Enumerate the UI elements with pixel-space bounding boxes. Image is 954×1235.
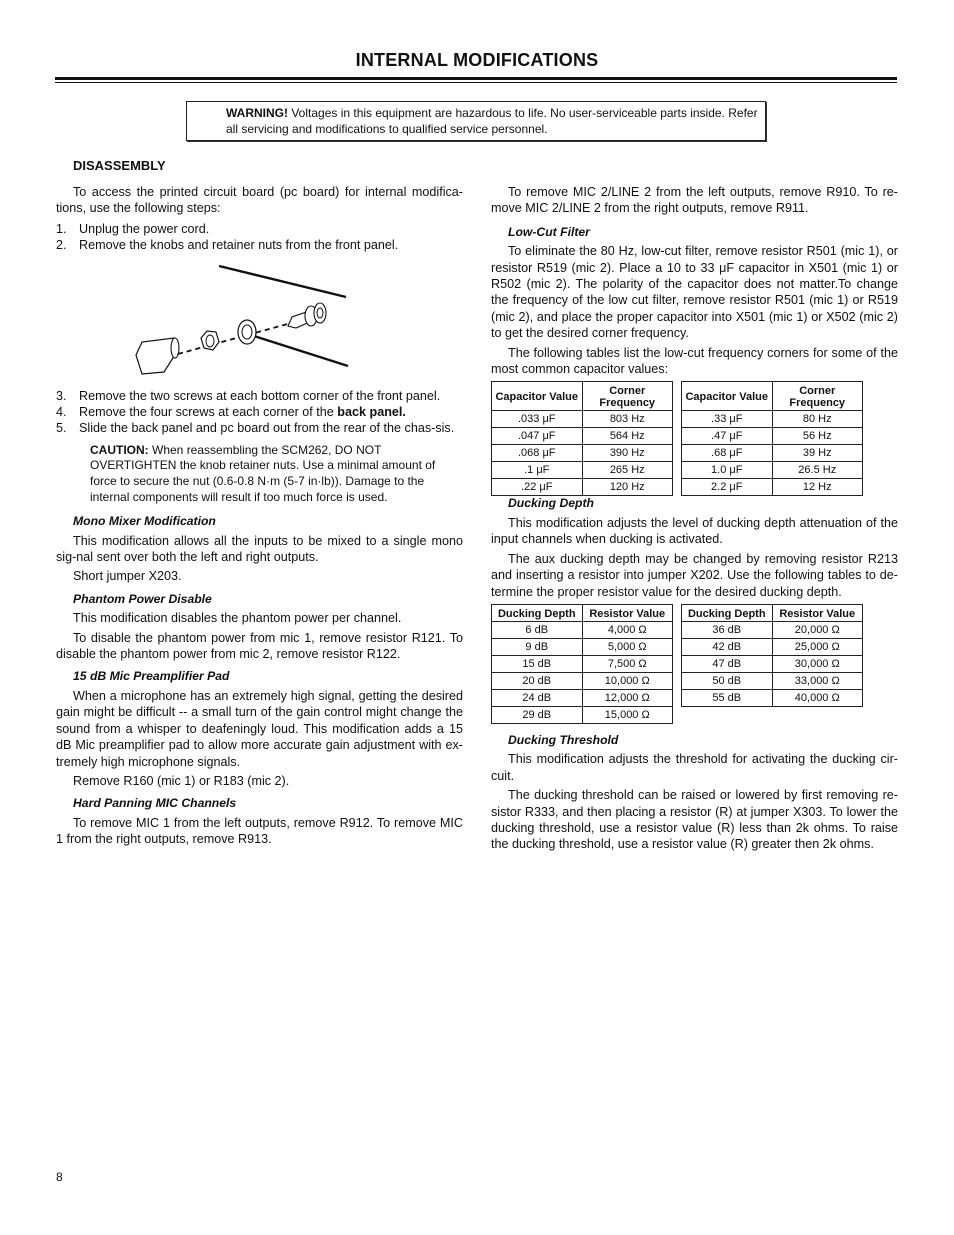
step-item xyxy=(56,404,463,420)
step-text: Unplug the power cord. xyxy=(79,221,210,236)
table-cell: 39 Hz xyxy=(772,445,863,462)
step-item xyxy=(56,221,463,237)
table-cell: 80 Hz xyxy=(772,411,863,428)
table-cell: 30,000 Ω xyxy=(772,655,863,672)
step-text: Slide the back panel and pc board out from the rear of the chas-sis. xyxy=(79,421,455,436)
table-header-cell: Resistor Value xyxy=(582,604,673,621)
table-cell: 7,500 Ω xyxy=(582,655,673,672)
table-cell: 26.5 Hz xyxy=(772,462,863,479)
table-cell: .1 μF xyxy=(492,462,583,479)
title-rule-thin xyxy=(55,82,897,83)
right-column xyxy=(491,184,898,853)
step-text: Remove the four screws at each corner of the xyxy=(79,405,338,420)
table-row xyxy=(492,462,673,479)
table-row xyxy=(682,655,863,672)
step-item xyxy=(56,420,463,436)
lowcut-table-1 xyxy=(491,381,673,496)
steps-list-a xyxy=(56,221,463,254)
table-row xyxy=(492,638,673,655)
disassembly-intro: To access the printed circuit board (pc board) for internal modifica-tions, use the following steps: xyxy=(56,185,463,216)
table-cell: 20 dB xyxy=(492,672,583,689)
lowcut-p2: The following tables list the low-cut frequency corners for some of the most common capacitor values: xyxy=(491,345,898,377)
table-header-cell: Ducking Depth xyxy=(682,604,773,621)
table-cell: 9 dB xyxy=(492,638,583,655)
phantom-p2: To disable the phantom power from mic 1, remove resistor R121. To disable the phantom power from mic 2, remove resistor R122. xyxy=(56,630,463,662)
ducking-tables xyxy=(491,604,898,732)
lowcut-tables xyxy=(491,381,898,493)
warning-text: Voltages in this equipment are hazardous to life. No user-serviceable parts inside. Refer all servicing and modifications to qualified service personnel. xyxy=(226,106,758,136)
table-cell: .033 μF xyxy=(492,411,583,428)
warning-label: WARNING! xyxy=(226,106,288,120)
table-cell: .47 μF xyxy=(682,428,773,445)
lowcut-heading: Low-Cut Filter xyxy=(508,224,590,239)
table-cell: 1.0 μF xyxy=(682,462,773,479)
hardpan-heading: Hard Panning MIC Channels xyxy=(73,796,237,811)
title-rule xyxy=(55,77,897,80)
table-header-cell: Corner Frequency xyxy=(772,382,863,411)
disassembly-heading: DISASSEMBLY xyxy=(73,158,166,173)
table-cell: .047 μF xyxy=(492,428,583,445)
table-row xyxy=(492,655,673,672)
table-row xyxy=(492,689,673,706)
caution-note xyxy=(90,443,463,505)
table-row xyxy=(492,411,673,428)
table-cell: 564 Hz xyxy=(582,428,673,445)
knob-illustration xyxy=(56,260,463,382)
step-number: 4. xyxy=(56,405,67,420)
table-cell: 12,000 Ω xyxy=(582,689,673,706)
table-row xyxy=(492,621,673,638)
table-cell: 5,000 Ω xyxy=(582,638,673,655)
table-cell: 6 dB xyxy=(492,621,583,638)
step-number: 3. xyxy=(56,388,67,403)
phantom-p1: This modification disables the phantom power per channel. xyxy=(73,611,402,626)
table-cell: 265 Hz xyxy=(582,462,673,479)
table-header-row xyxy=(682,604,863,621)
table-cell: .68 μF xyxy=(682,445,773,462)
table-header-cell: Capacitor Value xyxy=(492,382,583,411)
table-row xyxy=(682,689,863,706)
table-cell: 29 dB xyxy=(492,706,583,723)
step-item xyxy=(56,388,463,404)
caution-label: CAUTION: xyxy=(90,442,149,457)
lowcut-p1: To eliminate the 80 Hz, low-cut filter, remove resistor R501 (mic 1), or resistor R519 (mic 2). Place a 10 to 33 μF capacitor in X501 (mic 1) or R502 (mic 2). The polarity of the capacitor does not matter.To change the frequency of the low cut filter, remove resistor R501 (mic 1) or R519 (mic 2), and place the proper capacitor into X501 (mic 1) or X502 (mic 2) to get the desired corner frequency. xyxy=(491,244,898,341)
table-cell: 50 dB xyxy=(682,672,773,689)
ducking-depth-p2: The aux ducking depth may be changed by removing resistor R213 and inserting a resistor into jumper X202. Use the following tables to de-termine the proper resistor value for the desired ducking depth. xyxy=(491,551,898,599)
table-header-cell: Corner Frequency xyxy=(582,382,673,411)
step-bold-text: back panel. xyxy=(337,405,406,420)
table-cell: 36 dB xyxy=(682,621,773,638)
table-cell: 803 Hz xyxy=(582,411,673,428)
table-cell: .22 μF xyxy=(492,479,583,496)
table-cell: 12 Hz xyxy=(772,479,863,496)
ducking-threshold-p2: The ducking threshold can be raised or lowered by first removing re-sistor R333, and then placing a resistor (R) at jumper X303. To lower the ducking threshold, use a resistor value (R) less than 2k ohms. To raise the ducking threshold, use a resistor value (R) greater then 2k ohms. xyxy=(491,788,898,852)
pad-heading: 15 dB Mic Preamplifier Pad xyxy=(73,669,230,684)
table-row xyxy=(682,428,863,445)
table-row xyxy=(682,479,863,496)
table-cell: 42 dB xyxy=(682,638,773,655)
lowcut-table-2 xyxy=(681,381,863,496)
step-text: Remove the knobs and retainer nuts from the front panel. xyxy=(79,238,399,253)
ducking-depth-heading: Ducking Depth xyxy=(508,496,594,511)
table-cell: 47 dB xyxy=(682,655,773,672)
table-row xyxy=(682,462,863,479)
ducking-threshold-p1: This modification adjusts the threshold for activating the ducking cir-cuit. xyxy=(491,752,898,783)
left-column xyxy=(56,184,463,848)
ducking-depth-p1: This modification adjusts the level of ducking depth attenuation of the input channels when ducking is activated. xyxy=(491,515,898,547)
table-cell: 4,000 Ω xyxy=(582,621,673,638)
table-row xyxy=(492,706,673,723)
step-number: 2. xyxy=(56,238,67,253)
table-header-row xyxy=(492,604,673,621)
step-number: 1. xyxy=(56,221,67,236)
table-cell: 15 dB xyxy=(492,655,583,672)
ducking-threshold-heading: Ducking Threshold xyxy=(508,732,619,747)
step-number: 5. xyxy=(56,421,67,436)
table-cell: 25,000 Ω xyxy=(772,638,863,655)
ducking-table-1 xyxy=(491,604,673,724)
table-row xyxy=(492,428,673,445)
table-row xyxy=(492,479,673,496)
step-text: Remove the two screws at each bottom corner of the front panel. xyxy=(79,388,441,403)
table-header-row xyxy=(682,382,863,411)
caution-text: When reassembling the SCM262, DO NOT OVERTIGHTEN the knob retainer nuts. Use a minimal amount of force to secure the nut (0.6-0.8 N·m (5-7 in·lb)). Damage to the internal components will result if too much force is used. xyxy=(90,442,436,504)
page-title: INTERNAL MODIFICATIONS xyxy=(355,50,599,70)
table-cell: 40,000 Ω xyxy=(772,689,863,706)
table-row xyxy=(682,672,863,689)
table-cell: 33,000 Ω xyxy=(772,672,863,689)
page-number: 8 xyxy=(56,1170,63,1184)
table-cell: 20,000 Ω xyxy=(772,621,863,638)
table-row xyxy=(682,621,863,638)
table-cell: 2.2 μF xyxy=(682,479,773,496)
pad-p1: When a microphone has an extremely high signal, getting the desired gain might be difficult -- a small turn of the gain control might change the sound from a whisper to deafeningly loud. This modification adds a 15 dB Mic preamplifier pad to allow more accurate gain adjustment with ex-tremely high microphone signals. xyxy=(56,688,463,769)
step-item xyxy=(56,237,463,253)
table-header-cell: Resistor Value xyxy=(772,604,863,621)
warning-box xyxy=(186,101,766,141)
table-header-cell: Ducking Depth xyxy=(492,604,583,621)
table-row xyxy=(492,672,673,689)
hardpan-p2: To remove MIC 2/LINE 2 from the left outputs, remove R910. To re-move MIC 2/LINE 2 from the right outputs, remove R911. xyxy=(491,185,898,216)
table-cell: 120 Hz xyxy=(582,479,673,496)
mono-p2: Short jumper X203. xyxy=(73,569,182,584)
table-row xyxy=(682,411,863,428)
table-cell: 24 dB xyxy=(492,689,583,706)
hardpan-p1: To remove MIC 1 from the left outputs, remove R912. To remove MIC 1 from the right outputs, remove R913. xyxy=(56,815,463,847)
phantom-heading: Phantom Power Disable xyxy=(73,591,212,606)
mono-p1: This modification allows all the inputs to be mixed to a single mono sig-nal sent over both the left and right outputs. xyxy=(56,533,463,565)
table-cell: 15,000 Ω xyxy=(582,706,673,723)
table-header-cell: Capacitor Value xyxy=(682,382,773,411)
table-cell: .33 μF xyxy=(682,411,773,428)
table-cell: 10,000 Ω xyxy=(582,672,673,689)
table-row xyxy=(682,638,863,655)
table-cell: .068 μF xyxy=(492,445,583,462)
ducking-table-2 xyxy=(681,604,863,707)
table-row xyxy=(492,445,673,462)
table-row xyxy=(682,445,863,462)
table-header-row xyxy=(492,382,673,411)
pad-p2: Remove R160 (mic 1) or R183 (mic 2). xyxy=(73,773,290,788)
table-cell: 56 Hz xyxy=(772,428,863,445)
mono-heading: Mono Mixer Modification xyxy=(73,514,216,529)
table-cell: 390 Hz xyxy=(582,445,673,462)
table-cell: 55 dB xyxy=(682,689,773,706)
steps-list-b xyxy=(56,388,463,437)
